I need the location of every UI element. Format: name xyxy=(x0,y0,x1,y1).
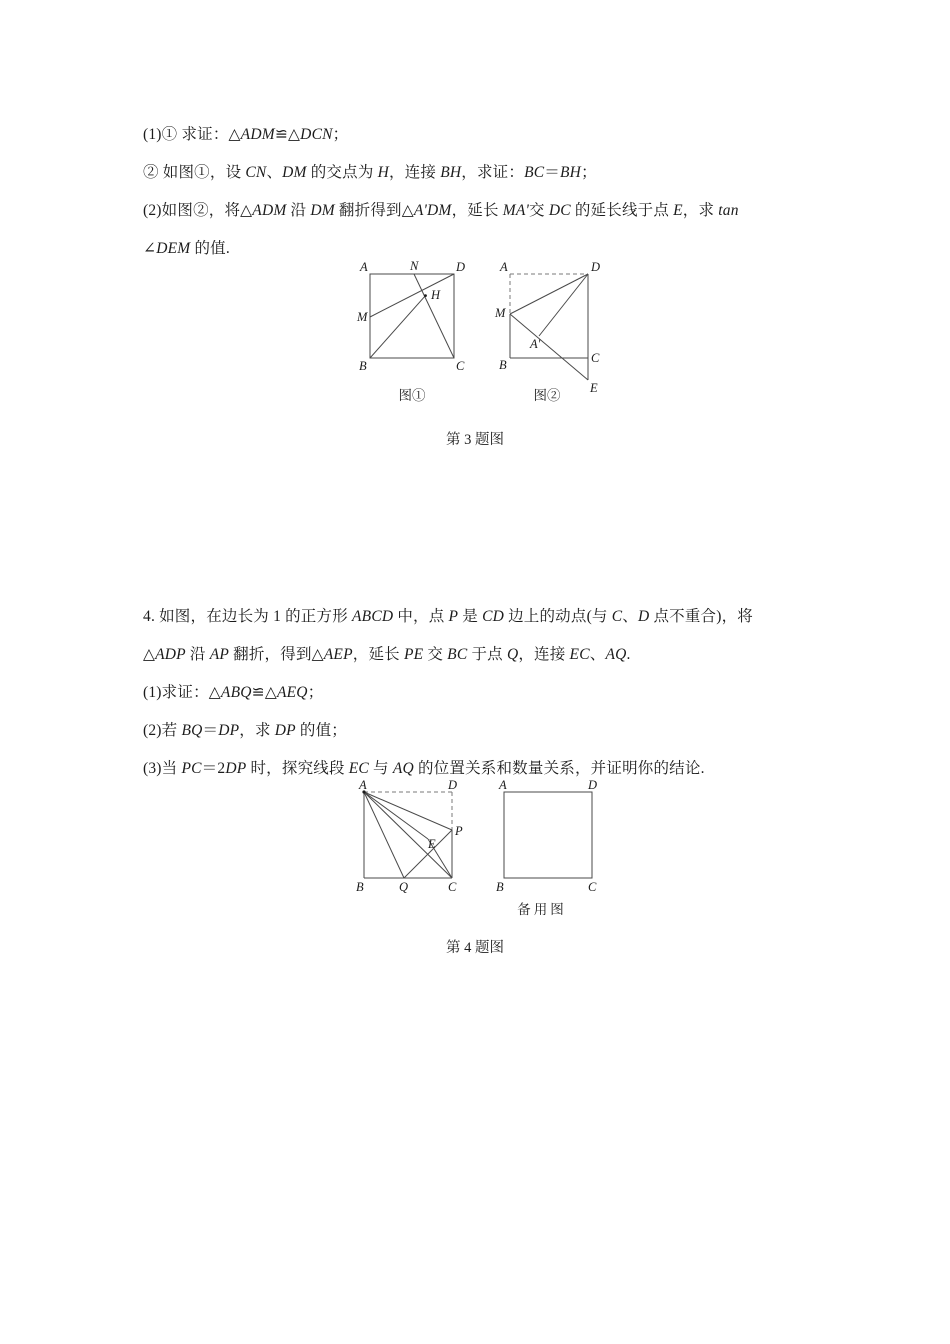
problem-3-text xyxy=(143,116,815,268)
figure-label-A: A xyxy=(499,778,507,792)
figure-label-Q: Q xyxy=(399,880,409,894)
figure-label-B: B xyxy=(496,880,504,894)
figure-label-C: C xyxy=(456,359,465,373)
figure-label-A: A xyxy=(360,260,368,274)
problem-3-figure-2 xyxy=(492,260,622,403)
problem-4-text xyxy=(143,598,815,788)
problem-4-line-2: △ADP 沿 AP 翻折，得到△AEP，延长 PE 交 BC 于点 Q，连接 EC、AQ. xyxy=(143,646,631,663)
figure-label-M: M xyxy=(357,310,368,324)
problem-3-line-4: ∠DEM 的值. xyxy=(143,240,230,257)
figure-label-N: N xyxy=(410,259,419,273)
figure-label-A: A xyxy=(359,778,367,792)
problem-4-figure-2 xyxy=(492,778,612,917)
problem-4-figure-2-caption: 备用图 xyxy=(517,902,567,917)
figure-label-B: B xyxy=(359,359,367,373)
figure-label-A-prime: A' xyxy=(530,337,541,351)
figure-label-B: B xyxy=(356,880,364,894)
problem-4-line-4: (2)若 BQ＝DP，求 DP 的值； xyxy=(143,722,348,739)
figure-label-C: C xyxy=(448,880,457,894)
problem-3-line-3: (2)如图②，将△ADM 沿 DM 翻折得到△A'DM，延长 MA'交 DC 的延长线于点 E，求 tan xyxy=(143,202,739,219)
figure-label-H: H xyxy=(431,288,441,302)
figure-label-M: M xyxy=(495,306,506,320)
figure-label-C: C xyxy=(588,880,597,894)
problem-3-figure-1-caption: 图① xyxy=(398,388,426,403)
problem-3-group-caption: 第 3 题图 xyxy=(446,432,504,448)
problem-4-group-caption: 第 4 题图 xyxy=(446,940,504,956)
figure-label-C: C xyxy=(591,351,600,365)
problem-3-figure-1 xyxy=(352,259,472,403)
problem-4-line-1: 4. 如图，在边长为 1 的正方形 ABCD 中，点 P 是 CD 边上的动点(与 C、D 点不重合)，将 xyxy=(143,608,754,625)
figure-label-D: D xyxy=(456,260,466,274)
figure-label-E: E xyxy=(428,837,436,851)
problem-4-line-3: (1)求证：△ABQ≌△AEQ； xyxy=(143,684,324,701)
figure-label-D: D xyxy=(588,778,598,792)
problem-3-figure-2-caption: 图② xyxy=(533,388,561,403)
problem-4-line-5: (3)当 PC＝2DP 时，探究线段 EC 与 AQ 的位置关系和数量关系，并证明你的结论. xyxy=(143,760,705,777)
figure-label-A: A xyxy=(500,260,508,274)
figure-label-D: D xyxy=(448,778,458,792)
figure-label-D: D xyxy=(591,260,601,274)
problem-4-figure-1 xyxy=(352,778,472,902)
problem-3-line-2: ② 如图①，设 CN、DM 的交点为 H，连接 BH，求证：BC＝BH； xyxy=(143,164,597,181)
figure-label-P: P xyxy=(455,824,463,838)
problem-3-line-1: (1)① 求证：△ADM≌△DCN； xyxy=(143,126,349,143)
figure-label-E: E xyxy=(590,381,598,395)
figure-label-B: B xyxy=(499,358,507,372)
